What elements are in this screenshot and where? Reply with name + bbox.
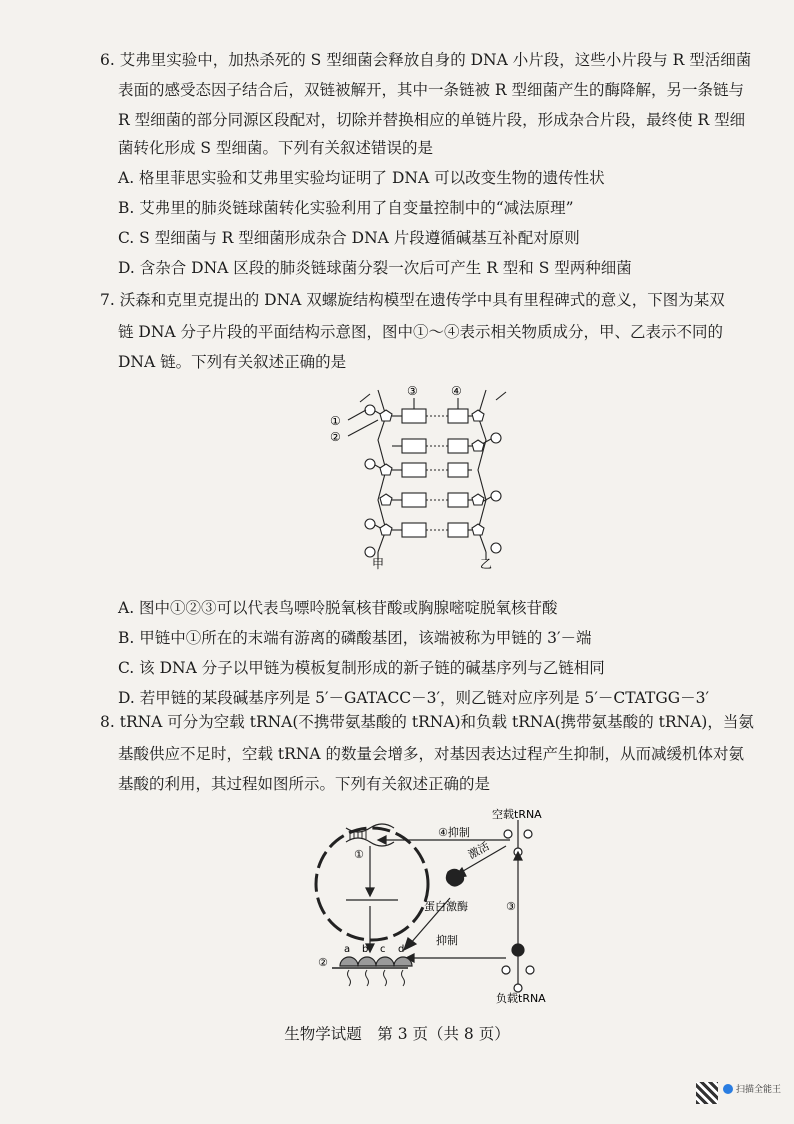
ribosome-b: b xyxy=(362,944,369,955)
q7-stem-line-3: DNA 链。下列有关叙述正确的是 xyxy=(118,353,347,371)
q7-option-c: C. 该 DNA 分子以甲链为模板复制形成的新子链的碱基序列与乙链相同 xyxy=(118,659,605,677)
label-3: ③ xyxy=(407,384,418,398)
q6-stem-line-2: 表面的感受态因子结合后，双链被解开，其中一条链被 R 型细菌产生的酶降解，另一条链与 xyxy=(118,81,745,99)
page-footer: 生物学试题 第 3 页（共 8 页） xyxy=(284,1025,510,1043)
label-2: ② xyxy=(330,430,341,444)
kinase-label: 蛋白激酶 xyxy=(424,900,468,913)
inhibit-label: 抑制 xyxy=(436,934,458,947)
q7-option-a: A. 图中①②③可以代表鸟嘌呤脱氧核苷酸或胸腺嘧啶脱氧核苷酸 xyxy=(118,599,558,617)
step-1-label: ① xyxy=(354,848,364,861)
q6-stem-line-3: R 型细菌的部分同源区段配对，切除并替换相应的单链片段，形成杂合片段，最终使 R 型细 xyxy=(118,111,746,129)
q7-option-d: D. 若甲链的某段碱基序列是 5′－GATACC－3′，则乙链对应序列是 5′－CTATGG－3′ xyxy=(118,689,710,707)
label-1: ① xyxy=(330,414,341,428)
label-4: ④ xyxy=(451,384,462,398)
strand-b-label: 乙 xyxy=(480,557,493,570)
q7-option-b: B. 甲链中①所在的末端有游离的磷酸基团，该端被称为甲链的 3′－端 xyxy=(118,629,592,647)
step-3-label: ③ xyxy=(506,900,516,913)
cs-logo-icon xyxy=(723,1084,733,1094)
ribosome-d: d xyxy=(398,944,405,955)
q8-stem-line-1: 8. tRNA 可分为空载 tRNA(不携带氨基酸的 tRNA)和负载 tRNA(携带氨基酸的 tRNA)，当氨 xyxy=(100,713,754,731)
q8-stem-line-3: 基酸的利用，其过程如图所示。下列有关叙述正确的是 xyxy=(118,775,491,793)
q7-stem-line-2: 链 DNA 分子片段的平面结构示意图，图中①～④表示相关物质成分，甲、乙表示不同的 xyxy=(118,323,724,341)
empty-trna-label: 空载tRNA xyxy=(492,808,542,821)
q6-stem-line-4: 菌转化形成 S 型细菌。下列有关叙述错误的是 xyxy=(118,139,433,157)
qr-code-icon xyxy=(696,1082,718,1104)
q6-stem-line-1: 6. 艾弗里实验中，加热杀死的 S 型细菌会释放自身的 DNA 小片段，这些小片段与 R 型活细菌 xyxy=(100,51,752,69)
step-2-label: ② xyxy=(318,956,328,969)
activate-label: 激活 xyxy=(466,839,492,862)
loaded-trna-label: 负载tRNA xyxy=(496,992,546,1005)
q7-stem-line-1: 7. 沃森和克里克提出的 DNA 双螺旋结构模型在遗传学中具有里程碑式的意义，下图为某双 xyxy=(100,291,725,309)
q8-stem-line-2: 基酸供应不足时，空载 tRNA 的数量会增多，对基因表达过程产生抑制，从而减缓机体对氨 xyxy=(118,745,745,763)
q6-option-d: D. 含杂合 DNA 区段的肺炎链球菌分裂一次后可产生 R 型和 S 型两种细菌 xyxy=(118,259,632,277)
ribosome-a: a xyxy=(344,944,351,955)
strand-a-label: 甲 xyxy=(372,557,385,570)
stamp-text: 扫描全能王 xyxy=(736,1085,782,1095)
q6-option-c: C. S 型细菌与 R 型细菌形成杂合 DNA 片段遵循碱基互补配对原则 xyxy=(118,229,580,247)
trna-regulation-diagram xyxy=(300,806,560,1006)
ribosome-c: c xyxy=(380,944,386,955)
dna-structure-diagram xyxy=(320,380,520,570)
scanner-watermark xyxy=(696,1082,782,1106)
q6-option-a: A. 格里菲思实验和艾弗里实验均证明了 DNA 可以改变生物的遗传性状 xyxy=(118,169,605,187)
q6-option-b: B. 艾弗里的肺炎链球菌转化实验利用了自变量控制中的“减法原理” xyxy=(118,199,574,217)
inhibit-4-label: ④抑制 xyxy=(438,826,470,839)
